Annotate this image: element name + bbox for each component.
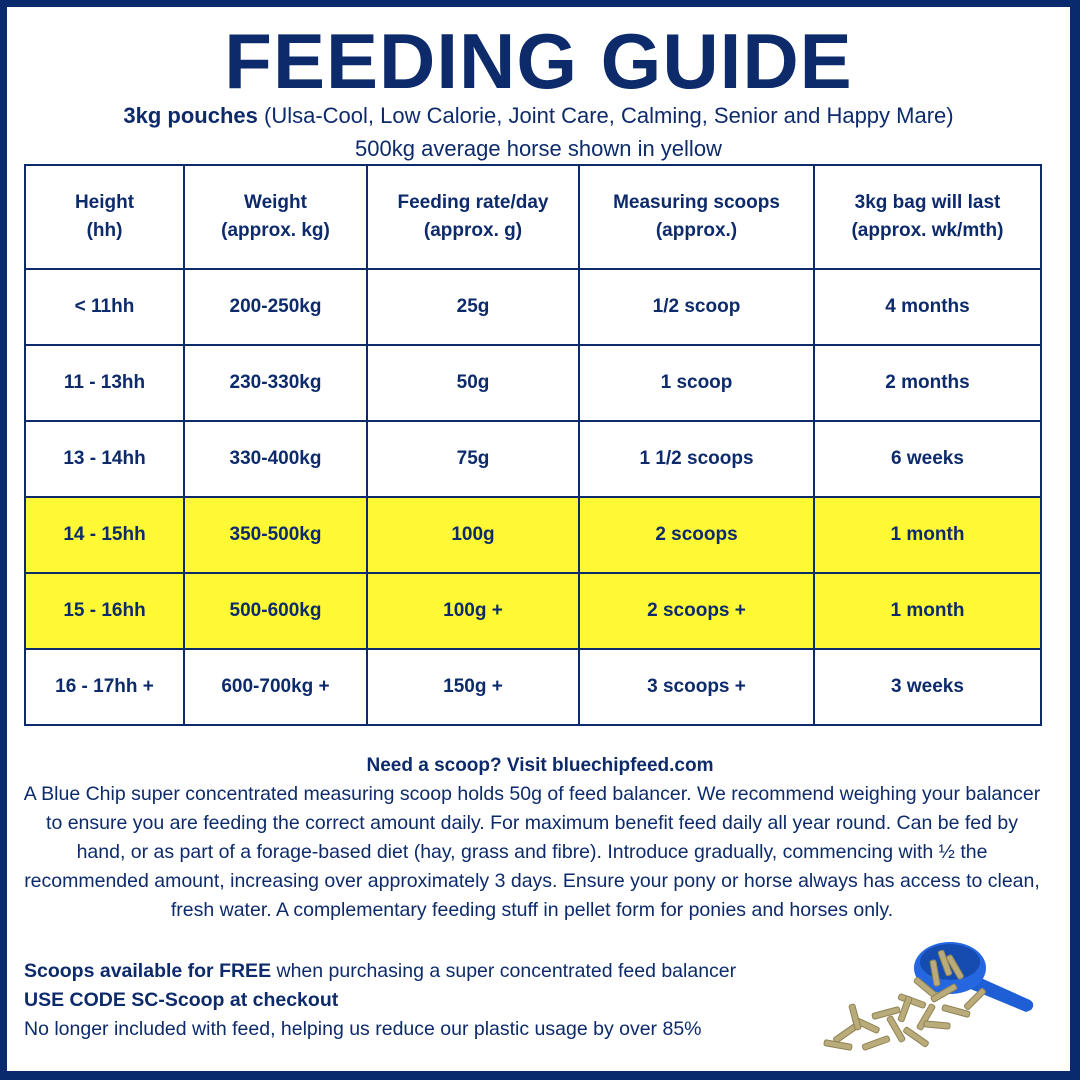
cell-feeding-rate: 150g + <box>367 649 579 725</box>
header-weight: Weight (approx. kg) <box>184 165 367 269</box>
cell-height: 16 - 17hh + <box>25 649 184 725</box>
cell-scoops: 3 scoops + <box>579 649 814 725</box>
cell-scoops: 2 scoops + <box>579 573 814 649</box>
promo-block <box>24 957 844 1044</box>
instructions-paragraph: A Blue Chip super concentrated measuring scoop holds 50g of feed balancer. We recommend weighing your balancer to ensure you are feeding the correct amount daily. For maximum benefit feed daily all year round. Can be fed by hand, or as part of a forage-based diet (hay, grass and fibre). Introduce gradually, commencing with ½ the recommended amount, increasing over approximately 3 days. Ensure your pony or horse always has access to clean, fresh water. A complementary feeding stuff in pellet form for ponies and horses only. <box>23 783 1041 921</box>
cell-scoops: 2 scoops <box>579 497 814 573</box>
subtitle-rest: (Ulsa-Cool, Low Calorie, Joint Care, Calming, Senior and Happy Mare) <box>257 103 954 128</box>
cell-height: 15 - 16hh <box>25 573 184 649</box>
table-row <box>25 269 1041 345</box>
cell-weight: 200-250kg <box>184 269 367 345</box>
cell-height: < 11hh <box>25 269 184 345</box>
header-height: Height (hh) <box>25 165 184 269</box>
promo-line-free <box>24 957 844 986</box>
cell-duration: 4 months <box>814 269 1041 345</box>
promo-code <box>24 986 844 1015</box>
cell-duration: 1 month <box>814 497 1041 573</box>
cell-weight: 330-400kg <box>184 421 367 497</box>
cell-feeding-rate: 25g <box>367 269 579 345</box>
promo-free-rest: when purchasing a super concentrated feed balancer <box>271 960 737 982</box>
cell-height: 14 - 15hh <box>25 497 184 573</box>
cell-scoops: 1 scoop <box>579 345 814 421</box>
cell-weight: 600-700kg + <box>184 649 367 725</box>
cell-scoops: 1 1/2 scoops <box>579 421 814 497</box>
subtitle-note: 500kg average horse shown in yellow <box>355 136 722 161</box>
cell-weight: 500-600kg <box>184 573 367 649</box>
cell-weight: 230-330kg <box>184 345 367 421</box>
scoop-heading: Need a scoop? Visit bluechipfeed.com <box>366 755 714 776</box>
promo-code-text: USE CODE SC-Scoop at checkout <box>24 989 339 1011</box>
cell-height: 13 - 14hh <box>25 421 184 497</box>
subtitle-bold: 3kg pouches <box>123 103 258 128</box>
table-row <box>25 345 1041 421</box>
header-feeding-rate: Feeding rate/day (approx. g) <box>367 165 579 269</box>
table-row <box>25 421 1041 497</box>
table-header-row <box>25 165 1041 269</box>
cell-duration: 2 months <box>814 345 1041 421</box>
cell-feeding-rate: 100g + <box>367 573 579 649</box>
cell-feeding-rate: 50g <box>367 345 579 421</box>
cell-duration: 1 month <box>814 573 1041 649</box>
scoop-with-pellets-illustration <box>812 930 1042 1060</box>
cell-feeding-rate: 100g <box>367 497 579 573</box>
cell-height: 11 - 13hh <box>25 345 184 421</box>
feeding-table <box>24 164 1042 726</box>
header-measuring-scoops: Measuring scoops (approx.) <box>579 165 814 269</box>
cell-duration: 3 weeks <box>814 649 1041 725</box>
cell-weight: 350-500kg <box>184 497 367 573</box>
subtitle-products <box>7 103 1070 129</box>
cell-duration: 6 weeks <box>814 421 1041 497</box>
promo-plastic-note: No longer included with feed, helping us reduce our plastic usage by over 85% <box>24 1018 702 1040</box>
table-row-highlighted <box>25 497 1041 573</box>
cell-feeding-rate: 75g <box>367 421 579 497</box>
promo-free-bold: Scoops available for FREE <box>24 960 272 982</box>
header-bag-duration: 3kg bag will last (approx. wk/mth) <box>814 165 1041 269</box>
table-row <box>25 649 1041 725</box>
page-title: FEEDING GUIDE <box>224 17 853 105</box>
table-row-highlighted <box>25 573 1041 649</box>
cell-scoops: 1/2 scoop <box>579 269 814 345</box>
